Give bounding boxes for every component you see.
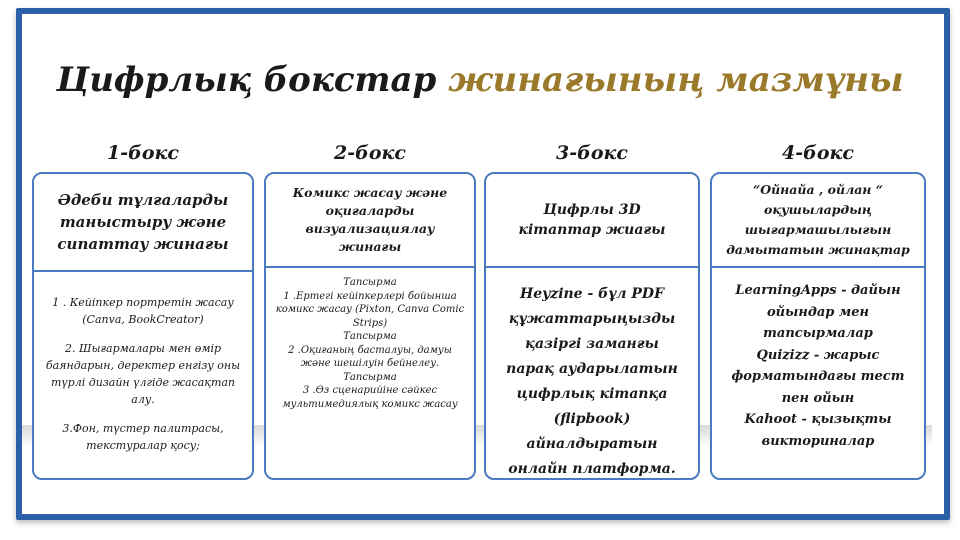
box-4-title: “Ойнайа , ойлан “ оқушылардың шығармашылығын дамытатын жинақтар [712, 174, 924, 268]
task-label: Тапсырма [343, 331, 397, 342]
title-part-1: Цифрлық бокстар [56, 60, 449, 100]
box-4-body [712, 278, 924, 478]
task-label: Тапсырма [343, 371, 397, 383]
title-part-2: жинағының мазмұны [448, 60, 904, 100]
box-1-heading: 1-бокс [107, 142, 179, 164]
box-2 [264, 172, 476, 480]
box-1-title: Әдеби тұлғаларды таныстыру және сипаттау жинағы [34, 174, 252, 272]
box-4-item: Quizizz - жарыс форматындағы тест пен ойын [731, 347, 905, 406]
box-2-title: Комикс жасау және оқиғаларды визуализациялау жинағы [266, 174, 474, 268]
box-3-title: Цифрлы 3D кітаптар жиағы [486, 174, 698, 268]
box-4-heading: 4-бокс [782, 142, 854, 164]
box-4 [710, 172, 926, 480]
box-1-item: 2. Шығармалары мен өмір баяндарын, деректер енгізу оны түрлі дизайн үлгіде жасақтап алу. [45, 342, 241, 406]
box-2-item: 2 .Оқиғаның басталуы, дамуы және шешілуін бейнелеу. [288, 344, 452, 369]
box-4-item: Kahoot - қызықты викториналар [744, 412, 892, 449]
box-3-heading: 3-бокс [556, 142, 628, 164]
box-1-body [34, 288, 252, 478]
box-2-heading: 2-бокс [334, 142, 406, 164]
slide-title [0, 60, 960, 100]
box-3 [484, 172, 700, 480]
task-label: Тапсырма [343, 277, 397, 288]
box-2-body [266, 272, 474, 478]
box-1 [32, 172, 254, 480]
box-2-item: 1 .Ертегі кейіпкерлері бойынша комикс жасау (Pixton, Canva Comic Strips) [275, 290, 465, 329]
box-3-body: Heyzine - бұл PDF құжаттарыңызды қазіргі заманғы парақ аударылатын цифрлық кітапқа (flipbook) айналдыратын онлайн платформа. [506, 286, 678, 477]
box-1-item: 3.Фон, түстер палитрасы, текстуралар қосу; [62, 422, 224, 452]
box-4-item: LearningApps - дайын ойындар мен тапсырмалар [735, 283, 901, 341]
box-1-item: 1 . Кейіпкер портретін жасау (Canva, BookCreator) [52, 296, 234, 326]
box-2-item: 3 .Өз сценарийіне сәйкес мультимедиялық комикс жасау [282, 385, 458, 410]
